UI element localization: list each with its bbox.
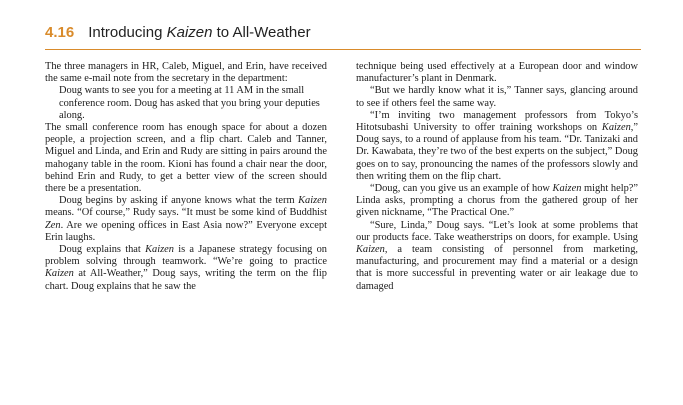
text-run: Doug begins by asking if anyone knows what the term xyxy=(59,195,299,207)
paragraph: The three managers in HR, Caleb, Miguel, and Erin, have received the same e-mail note from the secretary in the department: xyxy=(45,61,327,85)
italic-term: Kaizen xyxy=(552,183,582,195)
paragraph xyxy=(45,244,327,293)
section-title-prefix: Introducing xyxy=(88,24,167,41)
text-run: , a team consisting of personnel from marketing, manufacturing, and procurement may find a material or a design that is more successful in preventing water or air leakage due to damaged xyxy=(356,244,638,292)
text-run: “I’m inviting two management professors from Tokyo’s Hitotsubashi University to offer training workshops on xyxy=(356,109,638,134)
left-column xyxy=(45,61,327,293)
paragraph xyxy=(356,183,638,220)
text-run: at All-Weather,” Doug says, writing the term on the flip chart. Doug explains that he saw the xyxy=(45,268,327,292)
section-title-suffix: to All-Weather xyxy=(212,24,311,41)
text-run: might help?” Linda asks, prompting a chorus from the gathered group of her given nickname, “The Practical One.” xyxy=(356,183,638,219)
paragraph xyxy=(356,220,638,293)
paragraph xyxy=(356,110,638,183)
paragraph: The small conference room has enough space for about a dozen people, a projection screen, and a flip chart. Caleb and Tanner, Miguel and Linda, and Erin and Rudy are sitting in pairs around the mahogany table in the room. Kioni has found a chair near the door, behind Erin and Rudy, to get a better view of the screen should there be a presentation. xyxy=(45,122,327,195)
section-title xyxy=(88,24,310,41)
text-run: Doug explains that xyxy=(59,244,146,256)
italic-term: Kaizen xyxy=(298,195,327,207)
right-column xyxy=(356,61,638,293)
paragraph: technique being used effectively at a European door and window manufacturer’s plant in Denmark. xyxy=(356,61,638,85)
text-run: “Sure, Linda,” Doug says. “Let’s look at some problems that our products face. Take weatherstrips on doors, for example. Using xyxy=(356,219,638,243)
italic-term: Kaizen xyxy=(601,122,631,134)
paragraph xyxy=(45,195,327,244)
text-run: “Doug, can you give us an example of how xyxy=(370,183,553,195)
italic-term: Kaizen xyxy=(356,244,385,256)
italic-term: Zen xyxy=(45,219,61,231)
header-rule xyxy=(45,49,641,50)
text-run: . Are we opening offices in East Asia now?” Everyone except Erin laughs. xyxy=(45,219,327,243)
text-run: means. “Of course,” Rudy says. “It must be some kind of Buddhist xyxy=(45,207,327,219)
email-memo: Doug wants to see you for a meeting at 11 AM in the small conference room. Doug has asked that you bring your deputies along. xyxy=(59,85,320,121)
paragraph: “But we hardly know what it is,” Tanner says, glancing around to see if others feel the same way. xyxy=(356,85,638,109)
italic-term: Kaizen xyxy=(45,268,74,280)
text-run: is a Japanese strategy focusing on problem solving through teamwork. “We’re going to practice xyxy=(45,244,327,268)
section-header xyxy=(45,24,311,41)
section-number: 4.16 xyxy=(45,24,75,41)
section-title-italic: Kaizen xyxy=(166,24,213,41)
italic-term: Kaizen xyxy=(145,244,174,256)
text-run: ,” Doug says, to a round of applause from his team. “Dr. Tanizaki and Dr. Kawabata, they’re two of the best experts on the subject,” Doug goes on to say, pronouncing the names of the professors slowly and then writing them on the flip chart. xyxy=(356,122,638,182)
